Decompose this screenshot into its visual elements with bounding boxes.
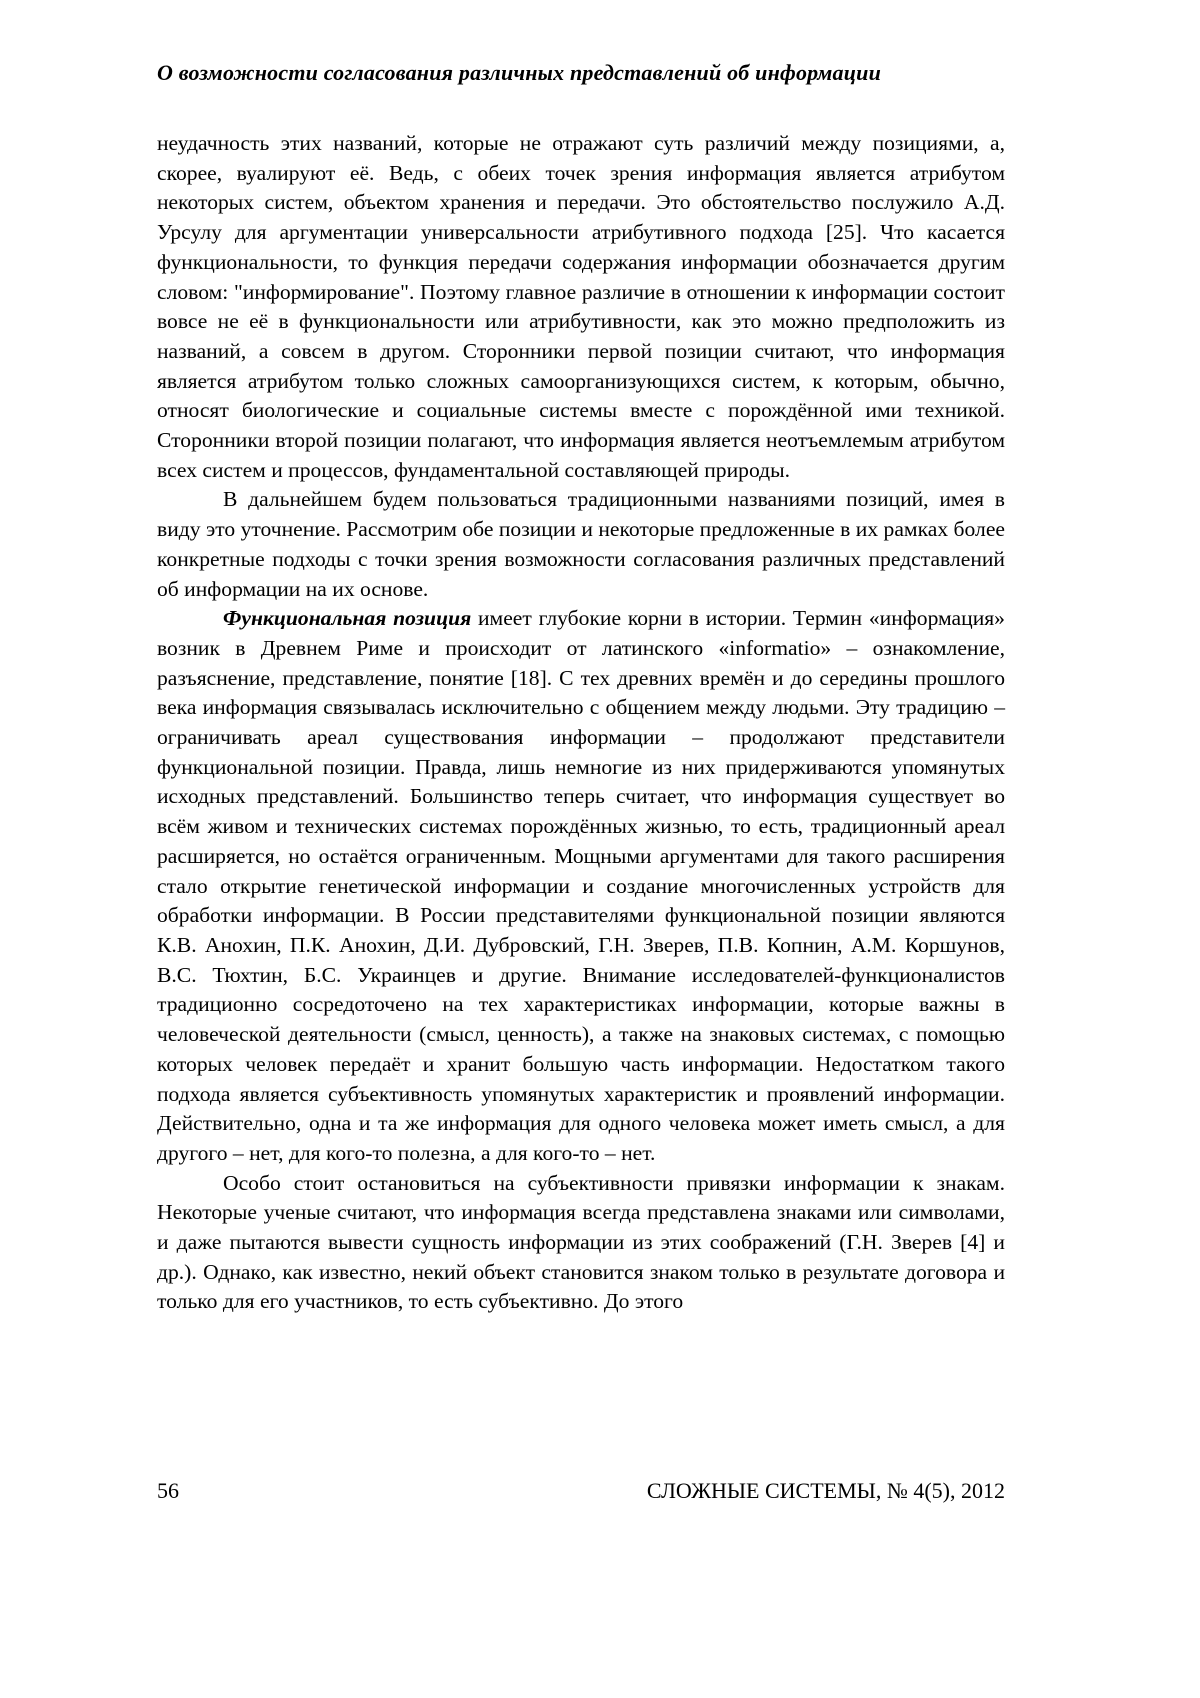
page-number: 56 bbox=[157, 1478, 179, 1503]
running-header: О возможности согласования различных представлений об информации bbox=[157, 60, 882, 85]
article-body bbox=[157, 129, 1005, 1317]
paragraph-signs-subjectivity: Особо стоит остановиться на субъективности привязки информации к знакам. Некоторые ученые считают, что информация всегда представлена знаками или символами, и даже пытаются вывести сущность информации из этих соображений (Г.Н. Зверев [4] и др.). Однако, как известно, некий объект становится знаком только в результате договора и только для его участников, то есть субъективно. До этого bbox=[157, 1170, 1005, 1314]
paragraph-continuation: неудачность этих названий, которые не отражают суть различий между позициями, а, скорее, вуалируют её. Ведь, с обеих точек зрения информация является атрибутом некоторых систем, объектом хранения и передачи. Это обстоятельство послужило А.Д. Урсулу для аргументации универсальности атрибутивного подхода [25]. Что касается функциональности, то функция передачи содержания информации обозначается другим словом: "информирование". Поэтому главное различие в отношении к информации состоит вовсе не её в функциональности или атрибутивности, как это можно предположить из названий, а совсем в другом. Сторонники первой позиции считают, что информация является атрибутом только сложных самоорганизующихся систем, к которым, обычно, относят биологические и социальные системы вместе с порождённой ими техникой. Сторонники второй позиции полагают, что информация является неотъемлемым атрибутом всех систем и процессов, фундаментальной составляющей природы. bbox=[157, 131, 1005, 482]
term-functional-position: Функциональная позиция bbox=[223, 606, 472, 631]
paragraph-functional-position bbox=[157, 604, 1005, 1168]
paragraph-text: имеет глубокие корни в истории. Термин «информация» возник в Древнем Риме и происходит от латинского «informatio» – ознакомление, разъяснение, представление, понятие [18]. С тех древних времён и до середины прошлого века информация связывалась исключительно с общением между людьми. Эту традицию – ограничивать ареал существования информации – продолжают представители функциональной позиции. Правда, лишь немногие из них придерживаются упомянутых исходных представлений. Большинство теперь считает, что информация существует во всём живом и технических системах порождённых жизнью, то есть, традиционный ареал расширяется, но остаётся ограниченным. Мощными аргументами для такого расширения стало открытие генетической информации и создание многочисленных устройств для обработки информации. В России представителями функциональной позиции являются К.В. Анохин, П.К. Анохин, Д.И. Дубровский, Г.Н. Зверев, П.В. Копнин, А.М. Коршунов, В.С. Тюхтин, Б.С. Украинцев и другие. Внимание исследователей-функционалистов традиционно сосредоточено на тех характеристиках информации, которые важны в человеческой деятельности (смысл, ценность), а также на знаковых системах, с помощью которых человек передаёт и хранит большую часть информации. Недостатком такого подхода является субъективность упомянутых характеристик и проявлений информации. Действительно, одна и та же информация для одного человека может иметь смысл, а для другого – нет, для кого-то полезна, а для кого-то – нет. bbox=[157, 606, 1005, 1165]
journal-line: СЛОЖНЫЕ СИСТЕМЫ, № 4(5), 2012 bbox=[646, 1478, 1005, 1503]
paragraph-positions-note: В дальнейшем будем пользоваться традиционными названиями позиций, имея в виду это уточнение. Рассмотрим обе позиции и некоторые предложенные в их рамках более конкретные подходы с точки зрения возможности согласования различных представлений об информации на их основе. bbox=[157, 487, 1005, 601]
page-footer bbox=[157, 1478, 1005, 1504]
